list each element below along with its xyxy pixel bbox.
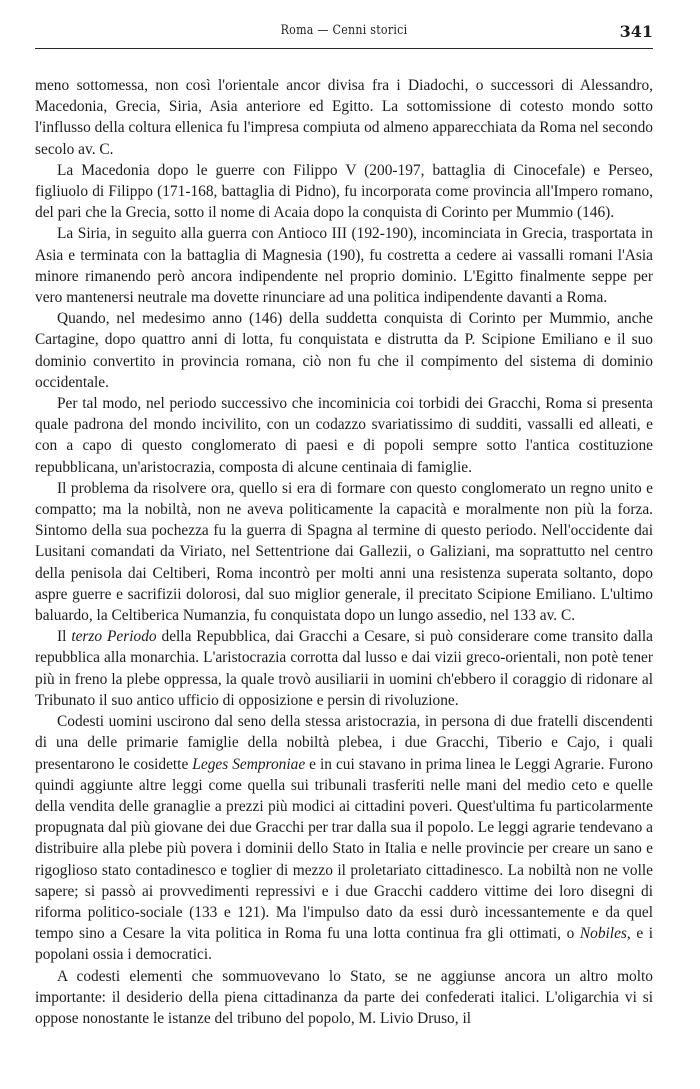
paragraph: meno sottomessa, non così l'orientale ancor divisa fra i Diadochi, o successori di Alessandro, Macedonia, Grecia, Siria, Asia anteriore ed Egitto. La sottomissione di cotesto mondo sotto l'influsso della coltura ellenica fu l'impresa compiuta od almeno apparecchiata da Roma nel secondo secolo av. C.: [35, 77, 653, 158]
paragraph-text: Il: [57, 628, 72, 646]
italic-term: terzo Periodo: [71, 628, 157, 646]
paragraph: Per tal modo, nel periodo successivo che incominicia coi torbidi dei Gracchi, Roma si presenta quale padrona del mondo incivilito, con un codazzo svariatissimo di sudditi, vassalli ed alleati, e con a capo di questo conglomerato di paesi e di popoli sempre sotto l'antica costituzione repubblicana, un'aristocrazia, composta di alcune centinaia di famiglie.: [35, 395, 653, 476]
paragraph: La Siria, in seguito alla guerra con Antioco III (192-190), incominciata in Grecia, trasportata in Asia e terminata con la battaglia di Magnesia (190), fu costretta a cedere ai vassalli romani l'Asia minore rimanendo però ancora indipendente nel proprio dominio. L'Egitto finalmente seppe per vero mantenersi neutrale ma dovette rinunciare ad una politica indipendente davanti a Roma.: [35, 225, 653, 307]
italic-term: Nobiles: [579, 925, 627, 943]
page-number: 341: [619, 22, 653, 41]
italic-term: Leges Semproniae: [192, 755, 306, 773]
paragraph: [35, 711, 653, 965]
paragraph: [35, 626, 653, 711]
paragraph-text: e in cui stavano in prima linea le Leggi Agrarie. Furono quindi aggiunte altre leggi come quella sui tribunali trasferiti nelle mani del medio ceto e quelle della vendita delle granaglie a prezzi più modici ai cittadini poveri. Quest'ultima fu particolarmente propugnata dal più giovane dei due Gracchi per trar dalla sua il popolo. Le leggi agrarie tendevano a distribuire alla plebe più povera i dominii dello Stato in Italia e nelle provincie per creare un sano e rigoglioso stato contadinesco e toglier di mezzo il proletariato cittadinesco. La nobiltà non ne volle sapere; si passò ai provvedimenti repressivi e i due Gracchi caddero vittime dei loro disegni di riforma politico-sociale (133 e 121). Ma l'impulso dato da essi durò incessantemente e da quel tempo sino a Cesare la vita politica in Roma fu una lotta continua fra gli ottimati, o: [35, 755, 653, 943]
page: [35, 22, 653, 1029]
body-text: [35, 75, 653, 1029]
paragraph-text: della Repubblica, dai Gracchi a Cesare, si può considerare come transito dalla repubblica alla monarchia. L'aristocrazia corrotta dal lusso e dai vizii greco-orientali, non potè tener più in freno la plebe oppressa, la quale trovò ausiliarii in uomini ch'ebbero il coraggio di ridonare al Tribunato il suo antico ufficio di opposizione e persin di rivoluzione.: [35, 628, 654, 709]
running-title: Roma — Cenni storici: [280, 23, 408, 38]
page-header: [35, 22, 653, 49]
paragraph-text: , e i popolani ossia i democratici.: [35, 925, 653, 964]
paragraph: La Macedonia dopo le guerre con Filippo V (200-197, battaglia di Cinocefale) e Perseo, figliuolo di Filippo (171-168, battaglia di Pidno), fu incorporata come provincia all'Impero romano, del pari che la Grecia, sotto il nome di Acaia dopo la conquista di Corinto per Mummio (146).: [35, 161, 653, 222]
paragraph: A codesti elementi che sommuovevano lo Stato, se ne aggiunse ancora un altro molto importante: il desiderio della piena cittadinanza da parte dei confederati italici. L'oligarchia vi si oppose nonostante le istanze del tribuno del popolo, M. Livio Druso, il: [35, 967, 653, 1027]
paragraph-text: Codesti uomini uscirono dal seno della stessa aristocrazia, in persona di due fratelli discendenti di una delle primarie famiglie della nobiltà plebea, i due Gracchi, Tiberio e Cajo, i quali presentarono le cosidette: [35, 713, 653, 773]
paragraph: Il problema da risolvere ora, quello si era di formare con questo conglomerato un regno unito e compatto; ma la nobiltà, non ne aveva politicamente la capacità e moralmente non più la forza. Sintomo della sua pochezza fu la guerra di Spagna al termine di questo periodo. Nell'occidente dai Lusitani comandati da Viriato, nel Settentrione dai Gallezii, o Galiziani, ma soprattutto nel centro della penisola dai Celtiberi, Roma incontrò per molti anni una resistenza superata soltanto, dopo aspre guerre e sacrifizii dolorosi, dal suo miglior generale, il precitato Scipione Emiliano. L'ultimo baluardo, la Celtiberica Numanzia, fu conquistata dopo un lungo assedio, nel 133 av. C.: [35, 479, 653, 625]
paragraph: Quando, nel medesimo anno (146) della suddetta conquista di Corinto per Mummio, anche Cartagine, dopo quattro anni di lotta, fu conquistata e distrutta da P. Scipione Emiliano e il suo dominio convertito in provincia romana, ciò non fu che il compimento del sistema di dominio occidentale.: [35, 310, 653, 391]
